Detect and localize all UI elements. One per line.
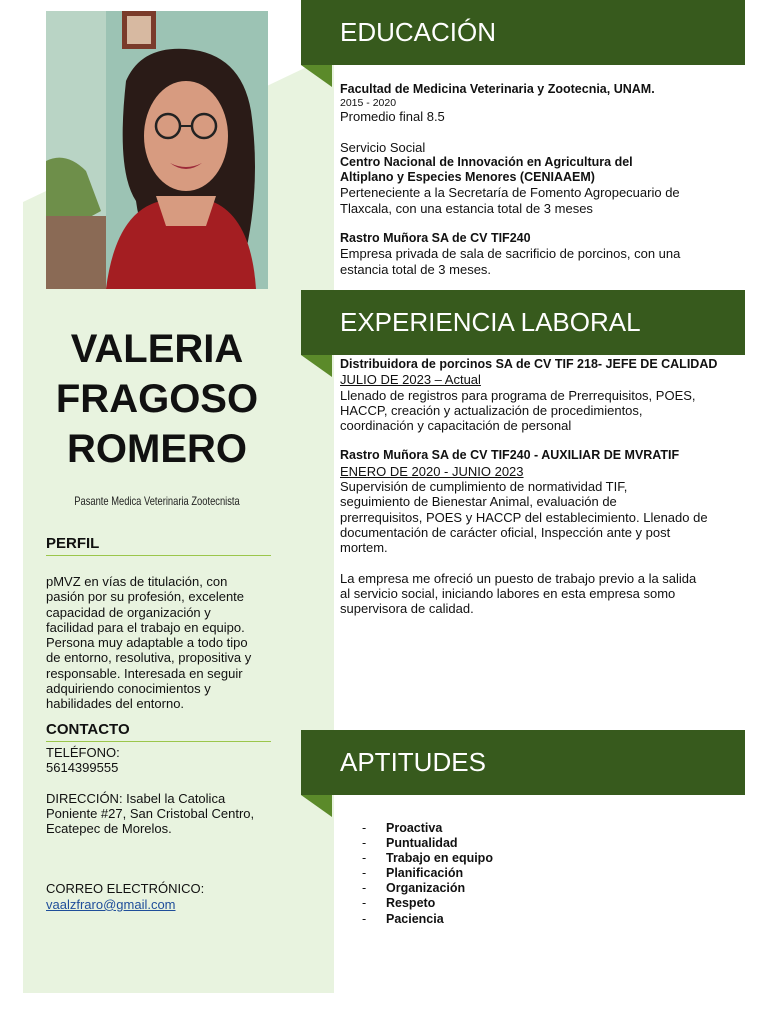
- skill-item: - Organización: [362, 881, 466, 896]
- email-label: CORREO ELECTRÓNICO:: [46, 881, 205, 897]
- profile-line: pMVZ en vías de titulación, con: [46, 574, 228, 589]
- service2-description: estancia total de 3 meses.: [340, 261, 492, 277]
- job1-dates: JULIO DE 2023 – Actual: [340, 372, 481, 388]
- profile-line: facilidad para el trabajo en equipo.: [46, 619, 245, 635]
- profile-text: [46, 574, 271, 712]
- service1-name: Altiplano y Especies Menores (CENIAAEM): [340, 170, 595, 185]
- service2-description: Empresa privada de sala de sacrificio de porcinos, con una: [340, 246, 681, 262]
- skill-item: - Puntualidad: [362, 836, 458, 851]
- profile-line: capacidad de organización y: [46, 604, 211, 620]
- service1-description: Tlaxcala, con una estancia total de 3 meses: [340, 200, 593, 216]
- education-heading: EDUCACIÓN: [340, 17, 497, 47]
- email-link[interactable]: vaalzfraro@gmail.com: [46, 896, 176, 912]
- education-banner: [301, 0, 745, 65]
- job2-description: seguimiento de Bienestar Animal, evaluación de: [340, 494, 617, 510]
- profile-line: pasión por su profesión, excelente: [46, 589, 245, 605]
- profile-line: Persona muy adaptable a todo tipo: [46, 635, 248, 651]
- profile-heading: PERFIL: [46, 535, 271, 556]
- skills-banner: [301, 730, 745, 795]
- service2-name: Rastro Muñora SA de CV TIF240: [340, 231, 531, 246]
- school-name: Facultad de Medicina Veterinaria y Zootecnia, UNAM.: [340, 82, 655, 96]
- skills-banner-fold: [301, 795, 332, 817]
- school-years: 2015 - 2020: [340, 97, 397, 110]
- skills-list: [362, 821, 493, 927]
- address-line: Poniente #27, San Cristobal Centro,: [46, 805, 255, 821]
- experience-note: al servicio social, iniciando labores en esta empresa somo: [340, 585, 676, 601]
- phone-number: 5614399555: [46, 760, 119, 776]
- experience-banner-fold: [301, 355, 332, 377]
- job1-description: coordinación y capacitación de personal: [340, 418, 572, 434]
- contact-heading: CONTACTO: [46, 721, 271, 742]
- skills-heading: APTITUDES: [340, 747, 486, 777]
- education-banner-fold: [301, 65, 332, 87]
- job1-title: Distribuidora de porcinos SA de CV TIF 218- JEFE DE CALIDAD: [340, 357, 718, 371]
- job2-title: Rastro Muñora SA de CV TIF240 - AUXILIAR DE MVRATIF: [340, 448, 680, 463]
- job2-dates: ENERO DE 2020 - JUNIO 2023: [340, 463, 524, 479]
- address-line: DIRECCIÓN: Isabel la Catolica: [46, 790, 226, 806]
- name-line-3: ROMERO: [67, 427, 247, 471]
- skill-item: - Planificación: [362, 866, 464, 881]
- skill-item: - Trabajo en equipo: [362, 851, 493, 866]
- skill-item: - Proactiva: [362, 821, 443, 835]
- phone-label: TELÉFONO:: [46, 745, 120, 760]
- skill-item: - Respeto: [362, 896, 436, 911]
- profile-line: adquiriendo conocimientos y: [46, 681, 211, 697]
- service1-description: Perteneciente a la Secretaría de Fomento Agropecuario de: [340, 185, 680, 201]
- person-name: [23, 324, 291, 474]
- profile-line: de entorno, resolutiva, propositiva y: [46, 650, 252, 666]
- service1-name: Centro Nacional de Innovación en Agricultura del: [340, 154, 633, 169]
- skill-item: - Paciencia: [362, 911, 444, 926]
- job2-description: Supervisión de cumplimiento de normatividad TIF,: [340, 479, 628, 495]
- experience-note: La empresa me ofreció un puesto de trabajo previo a la salida: [340, 570, 697, 586]
- profile-line: habilidades del entorno.: [46, 696, 185, 712]
- address-line: Ecatepec de Morelos.: [46, 821, 172, 837]
- job1-description: HACCP, creación y actualización de procedimientos,: [340, 402, 643, 418]
- job1-description: Llenado de registros para programa de Prerrequisitos, POES,: [340, 387, 696, 403]
- job2-description: documentación de carácter oficial, Inspección ante y post: [340, 524, 671, 540]
- experience-section: [340, 357, 720, 616]
- job2-description: mortem.: [340, 540, 388, 556]
- profile-photo: [46, 11, 268, 289]
- experience-banner: [301, 290, 745, 355]
- school-average: Promedio final 8.5: [340, 109, 445, 125]
- experience-heading: EXPERIENCIA LABORAL: [340, 307, 641, 337]
- education-section: [340, 82, 720, 277]
- job2-description: prerrequisitos, POES y HACCP del establecimiento. Llenado de: [340, 509, 708, 525]
- name-line-1: VALERIA: [70, 327, 244, 371]
- professional-subtitle: Pasante Medica Veterinaria Zootecnista: [74, 494, 240, 508]
- contact-details: [46, 745, 271, 912]
- service-label: Servicio Social: [340, 139, 426, 155]
- name-line-2: FRAGOSO: [55, 377, 259, 421]
- experience-note: supervisora de calidad.: [340, 601, 474, 617]
- profile-line: responsable. Interesada en seguir: [46, 665, 243, 681]
